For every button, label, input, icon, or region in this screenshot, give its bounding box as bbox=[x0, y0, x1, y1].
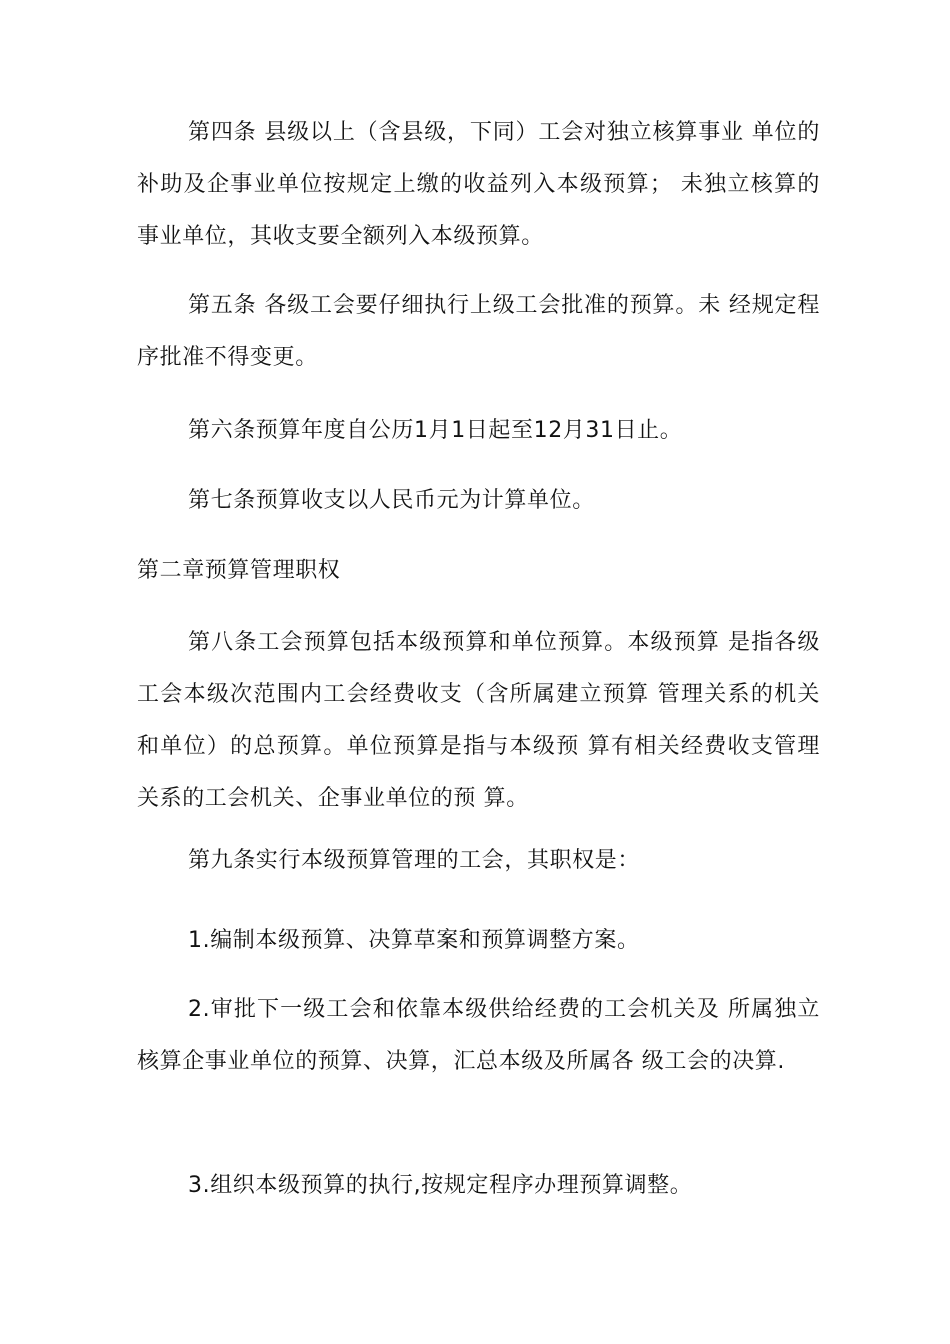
article-5-paragraph: 第五条 各级工会要仔细执行上级工会批准的预算。未 经规定程序批准不得变更。 bbox=[137, 293, 820, 370]
item-1-paragraph: 1.编制本级预算、决算草案和预算调整方案。 bbox=[188, 928, 640, 953]
article-4-paragraph: 第四条 县级以上（含县级，下同）工会对独立核算事业 单位的补助及企事业单位按规定上缴的收益列入本级预算； 未独立核算的事业单位，其收支要全额列入本级预算。 bbox=[137, 120, 820, 249]
article-9-paragraph: 第九条实行本级预算管理的工会，其职权是： bbox=[188, 848, 641, 873]
article-8-paragraph: 第八条工会预算包括本级预算和单位预算。本级预算 是指各级工会本级次范围内工会经费收支（含所属建立预算 管理关系的机关和单位）的总预算。单位预算是指与本级预 算有相关经费收支管理关系的工会机关、企事业单位的预 算。 bbox=[137, 630, 820, 811]
article-7-paragraph: 第七条预算收支以人民币元为计算单位。 bbox=[188, 488, 595, 513]
article-6-paragraph: 第六条预算年度自公历1月1日起至12月31日止。 bbox=[188, 418, 683, 443]
item-2-paragraph: 2.审批下一级工会和依靠本级供给经费的工会机关及 所属独立核算企事业单位的预算、决算，汇总本级及所属各 级工会的决算. bbox=[137, 997, 820, 1074]
item-3-paragraph: 3.组织本级预算的执行,按规定程序办理预算调整。 bbox=[188, 1173, 693, 1198]
chapter-2-heading: 第二章预算管理职权 bbox=[137, 558, 341, 583]
